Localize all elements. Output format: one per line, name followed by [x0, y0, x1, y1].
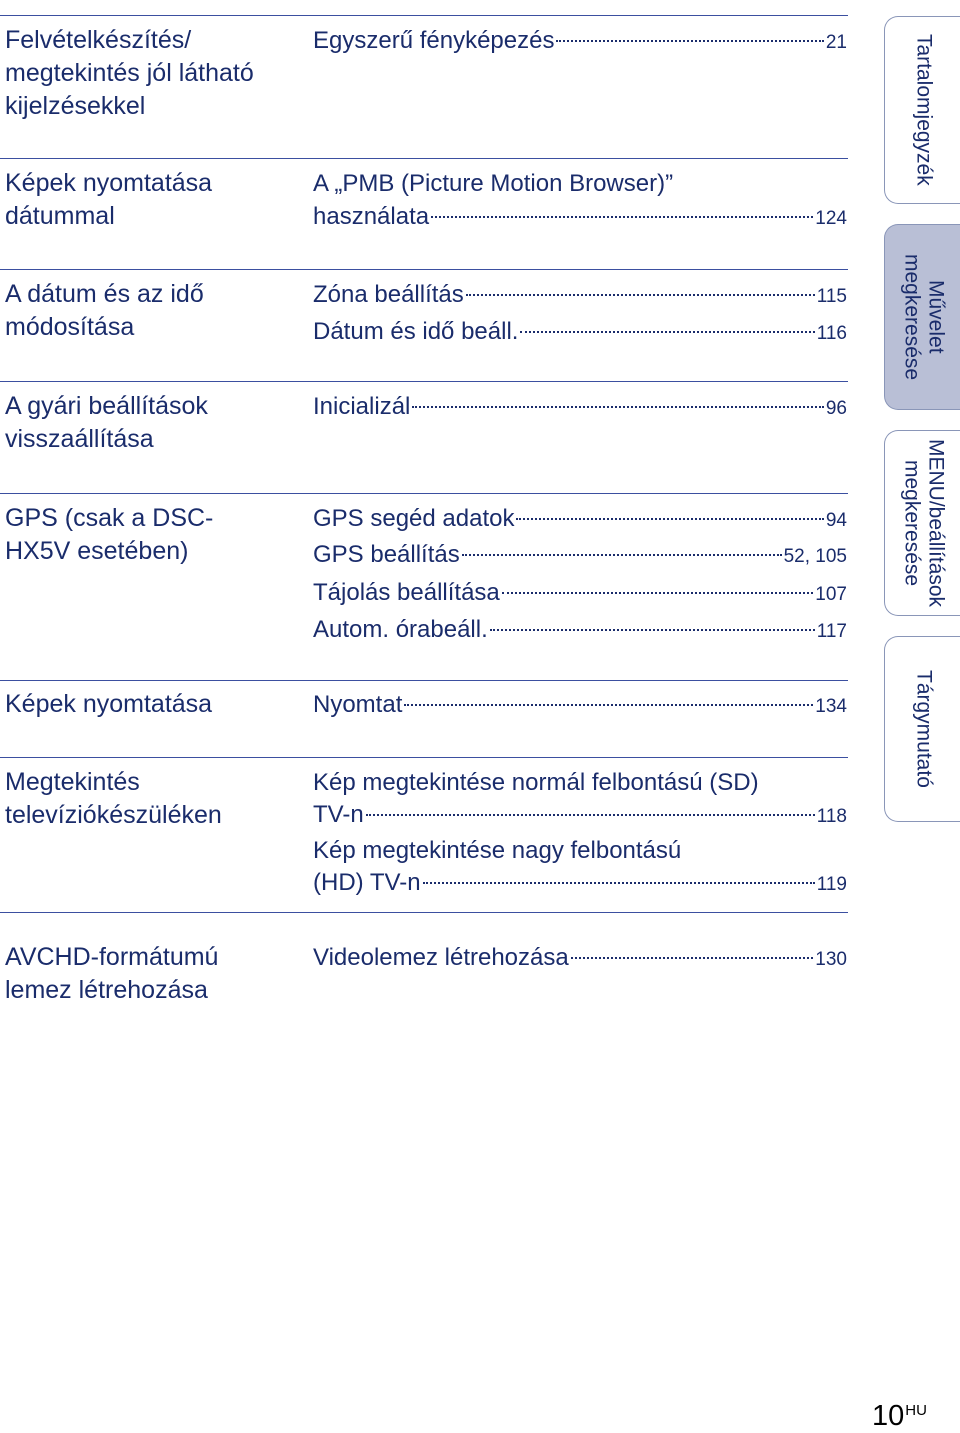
tab-operation-search[interactable]: Művelet megkeresése	[884, 224, 960, 410]
separator	[0, 269, 848, 270]
tab-menu-settings-search[interactable]: MENU/beállítások megkeresése	[884, 430, 960, 616]
tab-index[interactable]: Tárgymutató	[884, 636, 960, 822]
toc-link-sd-tv[interactable]: TV-n 118	[313, 801, 847, 828]
tab-contents[interactable]: Tartalomjegyzék	[884, 16, 960, 204]
toc-link-easy-shooting[interactable]: Egyszerű fényképezés 21	[313, 27, 847, 54]
row-heading-print: Képek nyomtatása	[5, 690, 213, 718]
toc-link-initialize[interactable]: Inicializál 96	[313, 393, 847, 420]
separator	[0, 15, 848, 16]
toc-link-direction[interactable]: Tájolás beállítása 107	[313, 579, 847, 606]
page-number: $10^{HU}$	[872, 1400, 927, 1432]
row-heading-avchd-disc: AVCHD-formátumú lemez létrehozása	[5, 943, 219, 1004]
separator	[0, 680, 848, 681]
row-heading-print-date: Képek nyomtatása dátummal	[5, 169, 213, 230]
toc-link-disc-create[interactable]: Videolemez létrehozása 130	[313, 944, 847, 971]
toc-link-auto-clock[interactable]: Autom. órabeáll. 117	[313, 616, 847, 643]
toc-link-print[interactable]: Nyomtat 134	[313, 691, 847, 718]
separator	[0, 912, 848, 913]
toc-link-gps-assist[interactable]: GPS segéd adatok 94	[313, 505, 847, 532]
toc-link-area-setting[interactable]: Zóna beállítás 115	[313, 281, 847, 308]
row-heading-date-time: A dátum és az idő módosítása	[5, 280, 204, 341]
row-heading-shooting: Felvételkészítés/ megtekintés jól látható kijelzésekkel	[5, 26, 254, 120]
row-heading-factory-reset: A gyári beállítások visszaállítása	[5, 392, 208, 453]
toc-link-hd-tv[interactable]: (HD) TV-n 119	[313, 869, 847, 896]
separator	[0, 158, 848, 159]
toc-link-gps-setting[interactable]: GPS beállítás 52, 105	[313, 541, 847, 568]
toc-link-pmb[interactable]: használata 124	[313, 203, 847, 230]
row-heading-tv-viewing: Megtekintés televíziókészüléken	[5, 768, 222, 829]
separator	[0, 493, 848, 494]
separator	[0, 381, 848, 382]
toc-link-pmb-line1[interactable]: A „PMB (Picture Motion Browser)”	[313, 170, 674, 197]
toc-link-hd-tv-line1[interactable]: Kép megtekintése nagy felbontású	[313, 837, 682, 864]
row-heading-gps: GPS (csak a DSC- HX5V esetében)	[5, 504, 214, 565]
toc-link-date-time-setting[interactable]: Dátum és idő beáll. 116	[313, 318, 847, 345]
separator	[0, 757, 848, 758]
page-language: HU	[905, 1402, 927, 1419]
toc-link-sd-tv-line1[interactable]: Kép megtekintése normál felbontású (SD)	[313, 769, 759, 796]
